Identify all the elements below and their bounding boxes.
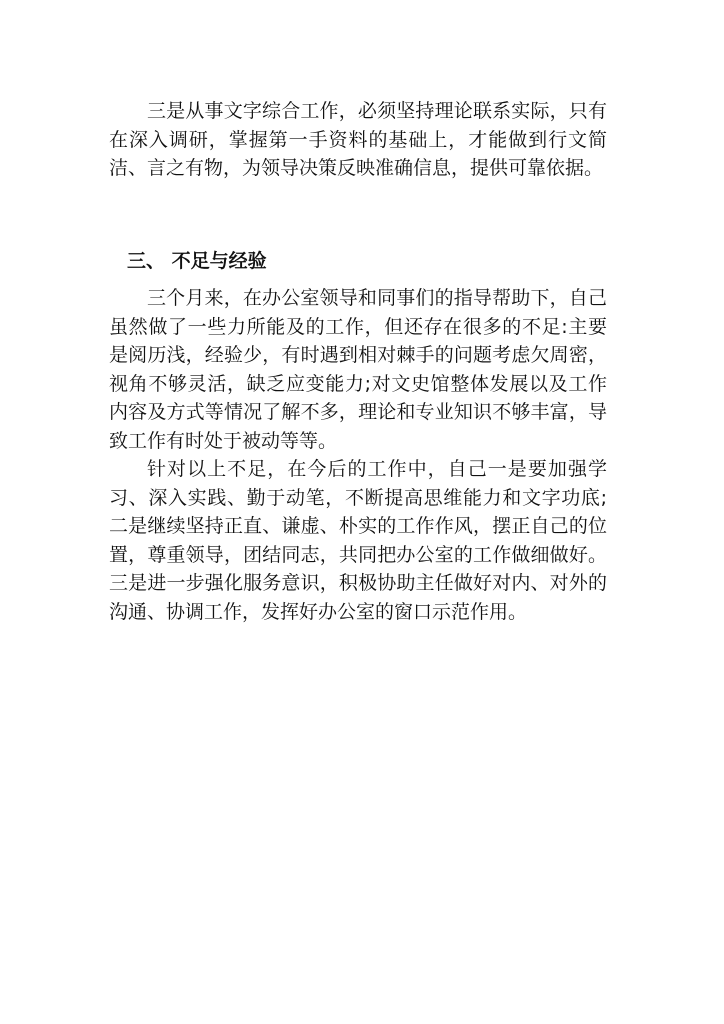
paragraph-work-method: 三是从事文字综合工作，必须坚持理论联系实际，只有在深入调研，掌握第一手资料的基础上，才能做到行文简洁、言之有物，为领导决策反映准确信息，提供可靠依据。 <box>109 100 607 179</box>
section-heading-shortcomings: 三、 不足与经验 <box>127 250 267 272</box>
paragraph-improvements: 针对以上不足，在今后的工作中，自己一是要加强学习、深入实践、勤于动笔，不断提高思维能力和文字功底;二是继续坚持正直、谦虚、朴实的工作作风，摆正自己的位置，尊重领导，团结同志，共同把办公室的工作做细做好。三是进一步强化服务意识，积极协助主任做好对内、对外的沟通、协调工作，发挥好办公室的窗口示范作用。 <box>109 458 607 623</box>
paragraph-shortcomings: 三个月来，在办公室领导和同事们的指导帮助下，自己虽然做了一些力所能及的工作，但还存在很多的不足:主要是阅历浅，经验少，有时遇到相对棘手的问题考虑欠周密，视角不够灵活，缺乏应变能力;对文史馆整体发展以及工作内容及方式等情况了解不多，理论和专业知识不够丰富，导致工作有时处于被动等等。 <box>109 287 607 452</box>
